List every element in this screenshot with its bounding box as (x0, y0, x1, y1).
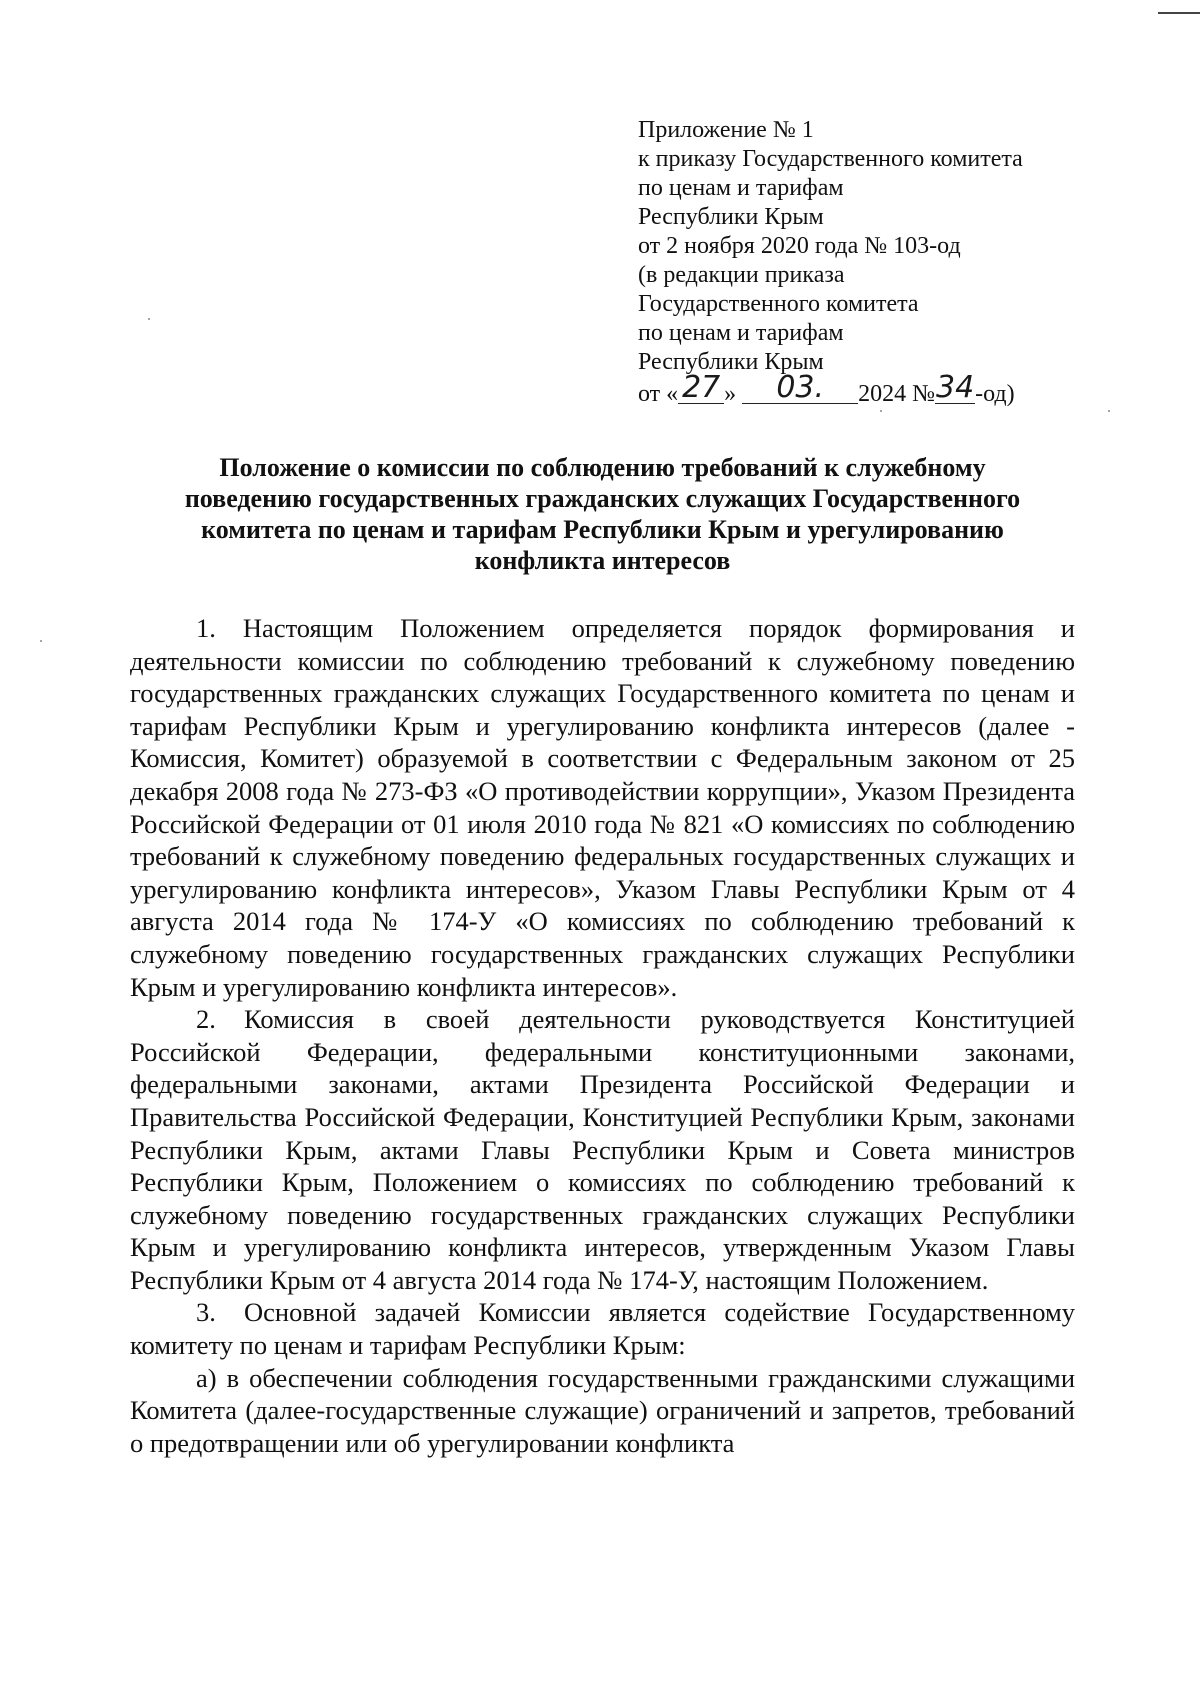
scan-speck (148, 318, 150, 320)
approval-line: Государственного комитета (638, 291, 919, 317)
paragraph-2 (130, 1003, 1075, 1296)
approval-line: Приложение № 1 (638, 117, 814, 143)
scan-speck (40, 640, 42, 642)
document-title (130, 452, 1075, 576)
date-suffix: -од) (975, 381, 1015, 407)
title-line: комитета по ценам и тарифам Республики Крым и урегулированию (201, 515, 1004, 544)
handwritten-number: 34 (935, 370, 975, 405)
title-line: конфликта интересов (474, 546, 731, 575)
approval-line: к приказу Государственного комитета (638, 146, 1023, 172)
day-blank (678, 370, 724, 405)
document-body (130, 612, 1075, 1459)
handwritten-month: 03. (776, 370, 825, 405)
approval-line: по ценам и тарифам (638, 175, 844, 201)
approval-line: Республики Крым (638, 204, 824, 230)
title-line: Положение о комиссии по соблюдению требований к служебному (219, 453, 986, 482)
date-year: 2024 № (858, 381, 936, 407)
paragraph-number: 2. (196, 1004, 216, 1035)
scan-speck (880, 410, 882, 412)
approval-line: (в редакции приказа (638, 262, 845, 288)
approval-line: по ценам и тарифам (638, 320, 844, 346)
paragraph-1: 1. Настоящим Положением определяется порядок формирования и деятельности комиссии по соблюдению требований к служебному поведению государственных гражданских служащих Государственного комитета по ценам и тарифам Республики Крым и урегулированию конфликта интересов (далее - Комиссия, Комитет) образуемой в соответствии с Федеральным законом от 25 декабря 2008 года № 273-ФЗ «О противодействии коррупции», Указом Президента Российской Федерации от 01 июля 2010 года № 821 «О комиссиях по соблюдению требований к служебному поведению федеральных государственных служащих и урегулированию конфликта интересов», Указом Главы Республики Крым от 4 августа 2014 года № 174-У «О комиссиях по соблюдению требований к служебному поведению государственных гражданских служащих Республики Крым и урегулированию конфликта интересов». (130, 613, 1075, 1002)
scan-speck (1108, 410, 1110, 412)
paragraph-4: а) в обеспечении соблюдения государственными гражданскими служащими Комитета (далее-государственные служащие) ограничений и запретов, требований о предотвращении или об урегулировании конфликта (130, 1362, 1075, 1458)
date-mid: » (724, 381, 737, 407)
paragraph-number: 3. (196, 1297, 216, 1328)
month-blank (742, 370, 858, 405)
approval-date-line (638, 370, 1068, 409)
date-prefix: от « (638, 381, 679, 407)
handwritten-day: 27 (682, 370, 721, 405)
paragraph-3 (130, 1296, 1075, 1361)
title-line: поведению государственных гражданских служащих Государственного (184, 484, 1021, 513)
scan-corner-mark (1158, 12, 1200, 14)
paragraph-text: Основной задачей Комиссии является содействие Государственному комитету по ценам и тарифам Республики Крым: (130, 1297, 1075, 1361)
number-blank (935, 370, 975, 405)
paragraph-text: Комиссия в своей деятельности руководствуется Конституцией Российской Федерации, федеральными конституционными законами, федеральными законами, актами Президента Российской Федерации и Правительства Российской Федерации, Конституцией Республики Крым, законами Республики Крым, актами Главы Республики Крым и Совета министров Республики Крым, Положением о комиссиях по соблюдению требований к служебному поведению государственных гражданских служащих Республики Крым и урегулированию конфликта интересов, утвержденным Указом Главы Республики Крым от 4 августа 2014 года № 174-У, настоящим Положением. (130, 1004, 1075, 1295)
approval-line: от 2 ноября 2020 года № 103-од (638, 233, 961, 259)
approval-block (638, 116, 1068, 409)
approval-line: Республики Крым (638, 349, 824, 375)
